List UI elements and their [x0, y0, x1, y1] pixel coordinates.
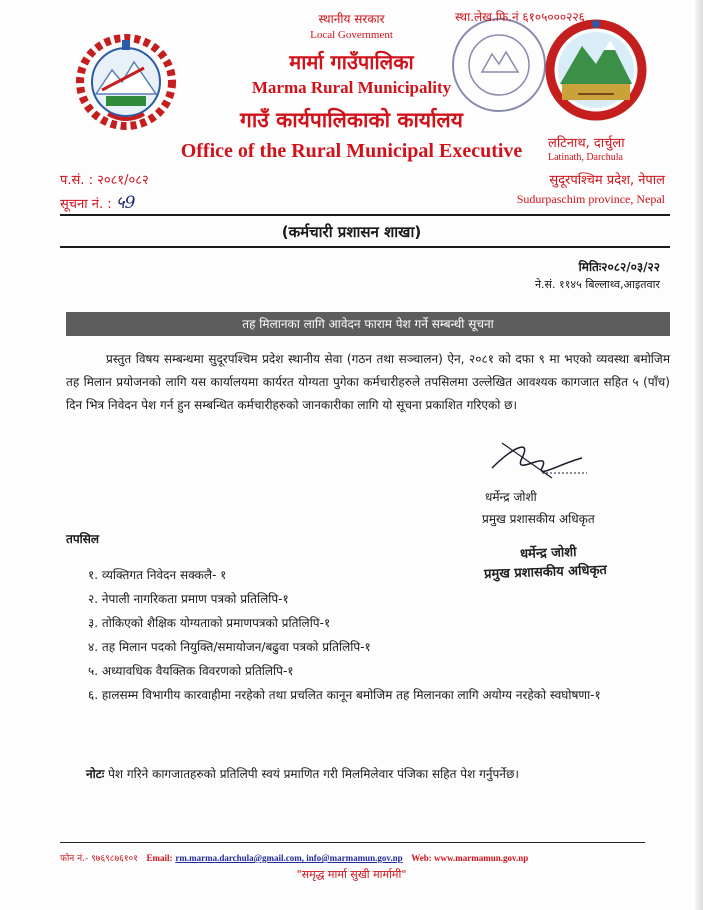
- note-text: पेश गरिने कागजातहरुको प्रतिलिपी स्वयं प्रमाणित गरी मिलमिलेवार पंजिका सहित पेश गर्नुपर्नेछ।: [104, 767, 519, 781]
- page-edge-shadow: [695, 0, 703, 910]
- municipality-name-en: Marma Rural Municipality: [251, 78, 452, 97]
- signer-name: धर्मेन्द्र जोशी: [485, 490, 537, 504]
- notice-number: [60, 190, 135, 213]
- signer-title: प्रमुख प्रशासकीय अधिकृत: [482, 512, 595, 526]
- body-paragraph: प्रस्तुत विषय सम्बन्धमा सुदूरपश्चिम प्रदेश स्थानीय सेवा (गठन तथा सञ्चालन) ऐन, २०८१ को दफा ९ मा भएको व्यवस्था बमोजिम तह मिलान प्रयोजनको लागि यस कार्यालयमा कार्यरत योग्यता पुगेका कर्मचारीहरुले तपसिलमा उल्लेखित आवश्यक कागजात सहित ५ (पाँच) दिन भित्र निवेदन पेश गर्न हुन सम्बन्धित कर्मचारीहरुको जानकारीका लागि यो सूचना प्रकाशित गरिएको छ।: [66, 352, 670, 412]
- list-item: ३. तोकिएको शैक्षिक योग्यताको प्रमाणपत्रको प्रतिलिपि-१: [88, 616, 331, 630]
- document-list: [88, 565, 658, 731]
- province-en: Sudurpaschim province, Nepal: [516, 192, 665, 206]
- list-item: ६. हालसम्म विभागीय कारवाहीमा नरहेको तथा प्रचलित कानून बमोजिम तह मिलानका लागि अयोग्य नरहेको स्वघोषणा-१: [88, 688, 601, 702]
- footer-email-label: Email:: [146, 853, 173, 863]
- address-en: Latinath, Darchula: [548, 152, 623, 163]
- footer-slogan: "समृद्ध मार्मा सुखी मार्मामी": [296, 868, 407, 881]
- municipality-name-np: मार्मा गाउँपालिका: [289, 50, 414, 74]
- details-label: तपसिल: [66, 532, 100, 546]
- list-item: २. नेपाली नागरिकता प्रमाण पत्रको प्रतिलिपि-१: [88, 592, 289, 606]
- footer-email-link[interactable]: rm.marma.darchula@gmail.com, info@marmamun.gov.np: [175, 853, 403, 863]
- office-name-en: Office of the Rural Municipal Executive: [180, 140, 523, 162]
- note: [86, 765, 676, 782]
- branch-rule: [60, 246, 670, 248]
- notice-number-label: सूचना नं. :: [60, 197, 112, 212]
- footer-phone: फोन नं.- ९७६९८७६१०१: [60, 854, 138, 864]
- subject-bar: तह मिलानका लागि आवेदन फाराम पेश गर्ने सम्बन्धी सूचना: [66, 312, 670, 336]
- signature-icon: [482, 428, 592, 488]
- list-item: १. व्यक्तिगत निवेदन सक्कलै- १: [88, 568, 227, 582]
- pan-number: स्था.लेख.फि.नं ६१०५०००२२६: [455, 10, 585, 24]
- branch-title: (कर्मचारी प्रशासन शाखा): [281, 223, 422, 241]
- local-gov-np: स्थानीय सरकार: [318, 12, 385, 26]
- footer-web[interactable]: Web: www.marmamun.gov.np: [411, 853, 529, 863]
- footer-contact: [60, 851, 528, 864]
- address-np: लटिनाथ, दार्चुला: [548, 136, 625, 151]
- stamp-title: प्रमुख प्रशासकीय अधिकृत: [483, 562, 608, 583]
- date-line: मितिः२०८२/०३/२२: [578, 260, 660, 274]
- local-gov-en: Local Government: [310, 29, 393, 41]
- reference-number: प.सं. : २०८१/०८२: [60, 173, 149, 188]
- nepal-sambat-date: ने.सं. ११४५ बिल्लाथ्व,आइतवार: [534, 278, 660, 291]
- list-item: ५. अध्यावधिक वैयक्तिक विवरणको प्रतिलिपि-१: [88, 664, 294, 678]
- footer-rule: [60, 842, 645, 843]
- stamp-name: धर्मेन्द्र जोशी: [519, 545, 577, 562]
- office-name-np: गाउँ कार्यपालिकाको कार्यालय: [240, 108, 463, 132]
- province-np: सुदूरपश्चिम प्रदेश, नेपाल: [549, 173, 665, 188]
- note-label: नोटः: [86, 767, 105, 781]
- list-item: ४. तह मिलान पदको नियुक्ति/समायोजन/बढुवा पत्रको प्रतिलिपि-१: [88, 640, 371, 654]
- top-rule: [60, 214, 670, 216]
- notice-number-handwritten: ५9: [115, 193, 136, 213]
